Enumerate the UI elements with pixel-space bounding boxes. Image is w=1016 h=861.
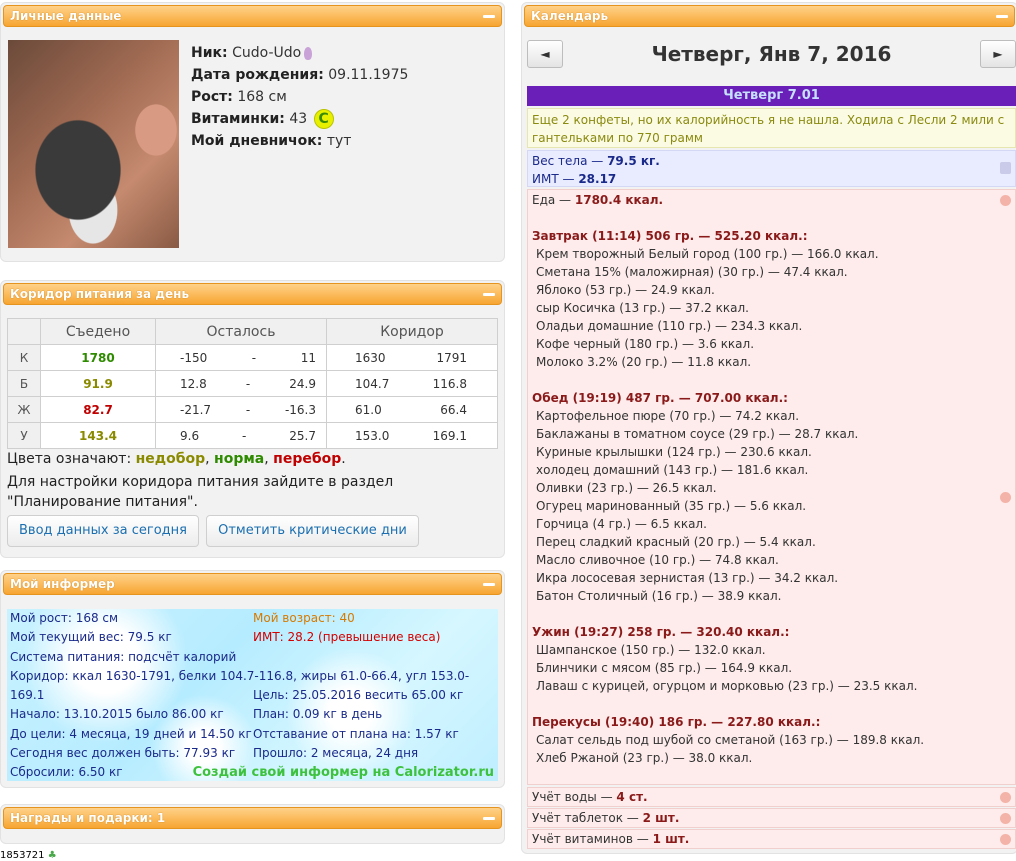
corridor-note: Для настройки коридора питания зайдите в раздел "Планирование питания". bbox=[7, 474, 394, 510]
list-item: Кофе черный (180 гр.) — 3.6 ккал. bbox=[536, 337, 755, 351]
corner-cell bbox=[8, 319, 41, 345]
row-label: Ж bbox=[8, 397, 41, 423]
prev-day-button[interactable]: ◄ bbox=[527, 40, 563, 68]
informer-left: Мой рост: 168 см Мой текущий вес: 79.5 кг Система питания: подсчёт калорий Коридор: ккал 1630-1791, белки 104.7-116.8, жиры 61.0-66.4, угл 153.0-169.1 Начало: 13.10.2015 было 86.00 кг До цели: 4 месяца, 19 дней и 14.50 кг Сегодня вес должен быть: 77.93 кг Сбросили: 6.50 кг bbox=[10, 611, 470, 780]
calendar-header-title: Календарь bbox=[531, 9, 609, 23]
table-header-row bbox=[8, 319, 498, 345]
meal-title: Завтрак (11:14) 506 гр. — 525.20 ккал.: bbox=[532, 229, 808, 243]
meal-title: Ужин (19:27) 258 гр. — 320.40 ккал.: bbox=[532, 625, 790, 639]
collapse-icon[interactable] bbox=[483, 15, 495, 18]
diary-row: Мой дневничок: тут bbox=[191, 133, 352, 149]
avatar bbox=[8, 40, 179, 248]
calendar-header[interactable] bbox=[524, 5, 1015, 27]
list-item: Яблоко (53 гр.) — 24.9 ккал. bbox=[536, 283, 715, 297]
water-row[interactable]: Учёт воды — 4 ст. bbox=[527, 787, 1016, 807]
informer-link[interactable]: Создай свой информер на Calorizator.ru bbox=[192, 765, 494, 780]
personal-header-title: Личные данные bbox=[10, 9, 122, 23]
collapse-icon[interactable] bbox=[483, 817, 495, 820]
list-item: Куриные крылышки (124 гр.) — 230.6 ккал. bbox=[536, 445, 812, 459]
table-row bbox=[8, 397, 498, 423]
corridor-range: 104.7 116.8 bbox=[327, 371, 498, 397]
collapse-icon[interactable] bbox=[483, 293, 495, 296]
list-item: Лаваш с курицей, огурцом и морковью (23 гр.) — 23.5 ккал. bbox=[536, 679, 918, 693]
eaten-value: 1780 bbox=[41, 345, 156, 371]
height-row: Рост: 168 см bbox=[191, 89, 287, 105]
apple-icon[interactable] bbox=[1000, 792, 1011, 803]
color-legend: Цвета означают: недобор, норма, перебор. bbox=[7, 451, 346, 467]
list-item: холодец домашний (143 гр.) — 181.6 ккал. bbox=[536, 463, 809, 477]
row-label: У bbox=[8, 423, 41, 449]
legend-norm: норма bbox=[214, 451, 265, 467]
eaten-value: 82.7 bbox=[41, 397, 156, 423]
corridor-range: 1630 1791 bbox=[327, 345, 498, 371]
list-item: Икра лососевая зернистая (13 гр.) — 34.2 ккал. bbox=[536, 571, 839, 585]
table-row bbox=[8, 345, 498, 371]
informer-box[interactable] bbox=[7, 609, 498, 781]
left-range: 12.8 - 24.9 bbox=[156, 371, 327, 397]
personal-info bbox=[191, 42, 408, 152]
vitamins-row: Витаминки: 43 C bbox=[191, 108, 408, 130]
apple-icon[interactable] bbox=[1000, 813, 1011, 824]
list-item: Оладьи домашние (110 гр.) — 234.3 ккал. bbox=[536, 319, 803, 333]
list-item: Перец сладкий красный (20 гр.) — 5.4 ккал. bbox=[536, 535, 816, 549]
calendar-nav bbox=[527, 40, 1016, 80]
awards-header[interactable] bbox=[3, 807, 502, 829]
list-item: Огурец маринованный (35 гр.) — 5.6 ккал. bbox=[536, 499, 807, 513]
gift-icon: ♣ bbox=[47, 850, 57, 861]
apple-icon[interactable] bbox=[1000, 834, 1011, 845]
list-item: сыр Косичка (13 гр.) — 37.2 ккал. bbox=[536, 301, 749, 315]
list-item: Горчица (4 гр.) — 6.5 ккал. bbox=[536, 517, 707, 531]
row-label: Б bbox=[8, 371, 41, 397]
informer-right: Мой возраст: 40 ИМТ: 28.2 (превышение веса) Цель: 25.05.2016 весить 65.00 кг План: 0.09 кг в день Отставание от плана на: 1.57 кг Прошло: 2 месяца, 24 дня bbox=[253, 611, 464, 761]
scale-icon[interactable] bbox=[1000, 162, 1011, 174]
collapse-icon[interactable] bbox=[483, 583, 495, 586]
corridor-header-title: Коридор питания за день bbox=[10, 287, 190, 301]
corridor-range: 153.0 169.1 bbox=[327, 423, 498, 449]
eaten-value: 91.9 bbox=[41, 371, 156, 397]
meal-title: Обед (19:19) 487 гр. — 707.00 ккал.: bbox=[532, 391, 788, 405]
list-item: Шампанское (150 гр.) — 132.0 ккал. bbox=[536, 643, 766, 657]
apple-icon[interactable] bbox=[1000, 195, 1011, 206]
informer-header-title: Мой информер bbox=[10, 577, 115, 591]
personal-header[interactable] bbox=[3, 5, 502, 27]
day-bar[interactable]: Четверг 7.01 bbox=[527, 86, 1016, 106]
vitamins-value: 43 bbox=[289, 111, 308, 127]
food-block[interactable]: Еда — 1780.4 ккал. Завтрак (11:14) 506 гр. — 525.20 ккал.: Крем творожный Белый город (100 гр.) — 166.0 ккал. Сметана 15% (маложирная) (30 гр.) — 47.4 ккал. Яблоко (53 гр.) — 24.9 ккал. сыр Косичка (13 гр.) — 37.2 ккал. Оладьи домашние (110 гр.) — 234.3 ккал. Кофе черный (180 гр.) — 3.6 ккал. Молоко 3.2% (20 гр.) — 11.8 ккал. Обед (19:19) 487 гр. — 707.00 ккал.: Картофельное пюре (70 гр.) — 74.2 ккал. Баклажаны в томатном соусе (29 гр.) — 28.7 ккал. Куриные крылышки (124 гр.) — 230.6 ккал. холодец домашний (143 гр.) — 181.6 ккал. Оливки (23 гр.) — 26.5 ккал. Огурец маринованный (35 гр.) — 5.6 ккал. Горчица (4 гр.) — 6.5 ккал. Перец сладкий красный (20 гр.) — 5.4 ккал. Масло сливочное (10 гр.) — 74.8 ккал. Икра лососевая зернистая (13 гр.) — 34.2 ккал. Батон Столичный (16 гр.) — 38.9 ккал. Ужин (19:27) 258 гр. — 320.40 ккал.: Шампанское (150 гр.) — 132.0 ккал. Блинчики с мясом (85 гр.) — 164.9 ккал. Лаваш с курицей, огурцом и морковью (23 гр.) — 23.5 ккал. Перекусы (19:40) 186 гр. — 227.80 ккал.: Салат сельдь под шубой со сметаной (163 гр.) — 189.8 ккал. Хлеб Ржаной (23 гр.) — 38.0 ккал. bbox=[527, 189, 1016, 785]
col-left: Осталось bbox=[156, 319, 327, 345]
collapse-icon[interactable] bbox=[996, 15, 1008, 18]
col-corridor: Коридор bbox=[327, 319, 498, 345]
vitamin-c-icon: C bbox=[314, 109, 334, 129]
legend-over: перебор bbox=[273, 451, 342, 467]
row-label: К bbox=[8, 345, 41, 371]
list-item: Салат сельдь под шубой со сметаной (163 гр.) — 189.8 ккал. bbox=[536, 733, 925, 747]
enter-today-button[interactable]: Ввод данных за сегодня bbox=[7, 515, 199, 547]
list-item: Блинчики с мясом (85 гр.) — 164.9 ккал. bbox=[536, 661, 793, 675]
list-item: Батон Столичный (16 гр.) — 38.9 ккал. bbox=[536, 589, 782, 603]
awards-header-title: Награды и подарки: bbox=[10, 811, 153, 825]
awards-count: 1 bbox=[156, 811, 166, 825]
calendar-date-title: Четверг, Янв 7, 2016 bbox=[651, 42, 892, 66]
list-item: Масло сливочное (10 гр.) — 74.8 ккал. bbox=[536, 553, 779, 567]
corridor-table bbox=[7, 318, 498, 449]
awards-footer: 1853721 ♣ bbox=[0, 850, 57, 861]
next-day-button[interactable]: ► bbox=[980, 40, 1016, 68]
mark-critical-days-button[interactable]: Отметить критические дни bbox=[206, 515, 419, 547]
col-eaten: Съедено bbox=[41, 319, 156, 345]
corridor-header[interactable] bbox=[3, 283, 502, 305]
left-range: -150 - 11 bbox=[156, 345, 327, 371]
apple-icon[interactable] bbox=[1000, 492, 1011, 503]
list-item: Сметана 15% (маложирная) (30 гр.) — 47.4 ккал. bbox=[536, 265, 848, 279]
corridor-range: 61.0 66.4 bbox=[327, 397, 498, 423]
day-note: Еще 2 конфеты, но их калорийность я не нашла. Ходила с Лесли 2 мили с гантельками по 770 грамм bbox=[527, 108, 1016, 148]
meal-title: Перекусы (19:40) 186 гр. — 227.80 ккал.: bbox=[532, 715, 821, 729]
list-item: Крем творожный Белый город (100 гр.) — 166.0 ккал. bbox=[536, 247, 879, 261]
dob-value: 09.11.1975 bbox=[328, 67, 409, 83]
informer-header[interactable] bbox=[3, 573, 502, 595]
list-item: Оливки (23 гр.) — 26.5 ккал. bbox=[536, 481, 717, 495]
list-item: Хлеб Ржаной (23 гр.) — 38.0 ккал. bbox=[536, 751, 753, 765]
table-row bbox=[8, 423, 498, 449]
diary-link[interactable]: тут bbox=[326, 133, 352, 149]
vitamins-row[interactable]: Учёт витаминов — 1 шт. bbox=[527, 829, 1016, 849]
legend-under: недобор bbox=[135, 451, 206, 467]
eaten-value: 143.4 bbox=[41, 423, 156, 449]
nick-value[interactable]: Cudo-Udo bbox=[232, 45, 302, 61]
awards-panel bbox=[0, 804, 505, 844]
table-row bbox=[8, 371, 498, 397]
list-item: Баклажаны в томатном соусе (29 гр.) — 28.7 ккал. bbox=[536, 427, 859, 441]
weight-block[interactable]: Вес тела — 79.5 кг. ИМТ — 28.17 bbox=[527, 150, 1016, 187]
female-icon bbox=[304, 47, 312, 60]
list-item: Молоко 3.2% (20 гр.) — 11.8 ккал. bbox=[536, 355, 752, 369]
pills-row[interactable]: Учёт таблеток — 2 шт. bbox=[527, 808, 1016, 828]
height-value: 168 см bbox=[237, 89, 287, 105]
dob-row: Дата рождения: 09.11.1975 bbox=[191, 67, 409, 83]
nick-row: Ник: Cudo-Udo bbox=[191, 42, 408, 64]
list-item: Картофельное пюре (70 гр.) — 74.2 ккал. bbox=[536, 409, 800, 423]
left-range: -21.7 - -16.3 bbox=[156, 397, 327, 423]
left-range: 9.6 - 25.7 bbox=[156, 423, 327, 449]
